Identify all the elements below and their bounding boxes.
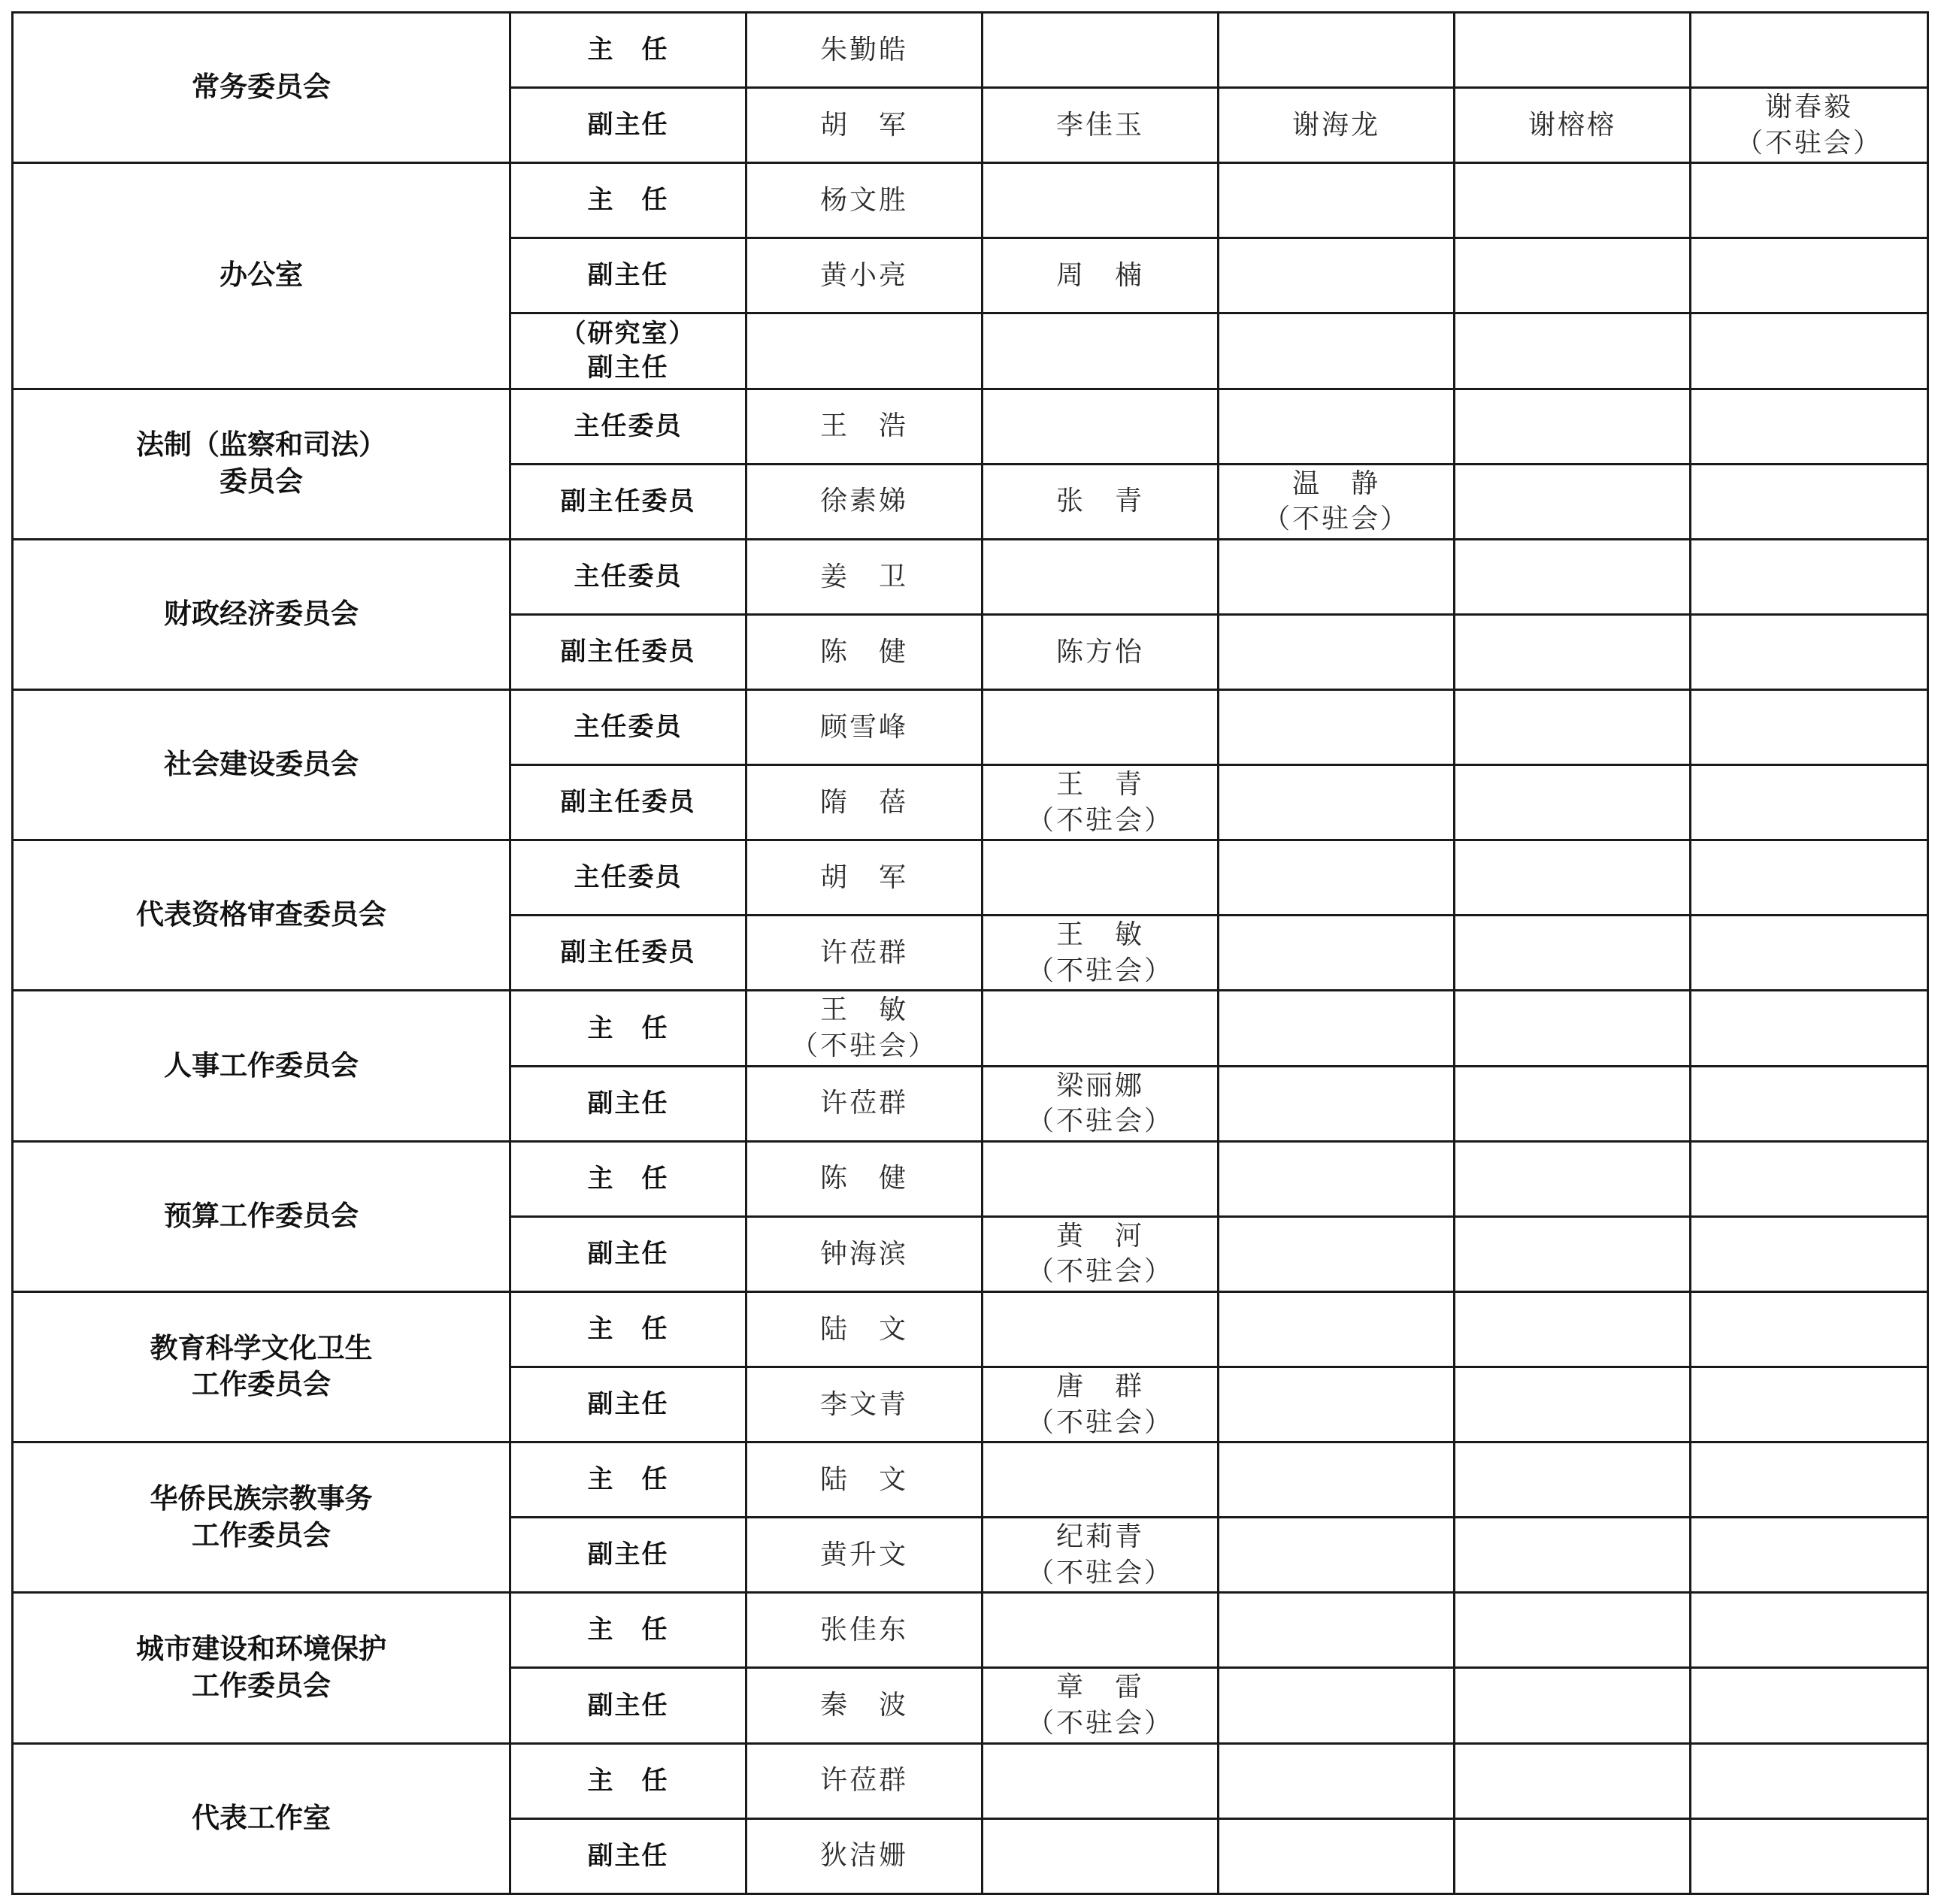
member-name: 姜 卫	[819, 561, 908, 592]
member-name: 李文青	[819, 1388, 908, 1420]
committee-name-cell	[13, 389, 510, 539]
member-cell	[746, 88, 983, 163]
member-cell	[1455, 1593, 1691, 1668]
member-name: 谢海龙	[1291, 109, 1380, 141]
member-cell	[983, 389, 1219, 464]
member-cell	[1691, 539, 1928, 614]
member-cell	[983, 614, 1219, 689]
member-cell	[983, 1743, 1219, 1818]
member-name: 陆 文	[819, 1313, 908, 1345]
committee-name: 教育科学文化卫生 工作委员会	[150, 1331, 373, 1401]
member-cell	[1455, 991, 1691, 1066]
member-name: 许莅群	[819, 937, 908, 969]
table-row	[13, 1743, 1928, 1818]
member-cell	[1691, 389, 1928, 464]
committee-name: 华侨民族宗教事务 工作委员会	[150, 1482, 373, 1551]
member-cell	[746, 313, 983, 389]
member-name: 章 雷 （不驻会）	[1026, 1672, 1173, 1739]
role-cell	[510, 313, 746, 389]
committee-name-cell	[13, 13, 510, 163]
committee-name-cell	[13, 991, 510, 1141]
member-cell	[1691, 163, 1928, 238]
role-title: 副主任	[587, 1389, 669, 1420]
member-cell	[1455, 13, 1691, 88]
member-cell	[746, 1668, 983, 1743]
committee-name-cell	[13, 1141, 510, 1291]
role-title: 主 任	[587, 1163, 669, 1194]
member-cell	[1691, 1743, 1928, 1818]
member-cell	[746, 163, 983, 238]
member-name: 张 青	[1055, 486, 1144, 517]
role-cell	[510, 1066, 746, 1141]
member-cell	[983, 313, 1219, 389]
member-cell	[746, 1743, 983, 1818]
member-cell	[1219, 1291, 1455, 1367]
member-cell	[983, 539, 1219, 614]
member-cell	[983, 13, 1219, 88]
member-cell	[983, 1367, 1219, 1442]
member-cell	[1691, 1518, 1928, 1593]
member-cell	[1691, 1818, 1928, 1893]
member-name: 张佳东	[819, 1615, 908, 1646]
member-cell	[746, 1442, 983, 1518]
member-cell	[983, 1291, 1219, 1367]
member-cell	[1691, 1442, 1928, 1518]
member-cell	[1219, 614, 1455, 689]
member-cell	[1691, 991, 1928, 1066]
member-cell	[746, 991, 983, 1066]
member-cell	[1455, 539, 1691, 614]
member-cell	[1219, 1818, 1455, 1893]
role-title: 主 任	[587, 185, 669, 216]
member-cell	[983, 1668, 1219, 1743]
member-cell	[1219, 464, 1455, 539]
member-cell	[983, 765, 1219, 840]
member-cell	[746, 840, 983, 916]
member-cell	[1219, 88, 1455, 163]
member-cell	[1455, 840, 1691, 916]
role-cell	[510, 916, 746, 991]
committee-name: 代表资格审查委员会	[136, 898, 386, 931]
member-name: 王 浩	[819, 410, 908, 442]
role-cell	[510, 991, 746, 1066]
member-name: 狄洁姗	[819, 1840, 908, 1872]
member-cell	[746, 539, 983, 614]
member-cell	[1219, 163, 1455, 238]
member-cell	[1455, 1216, 1691, 1291]
member-cell	[983, 1442, 1219, 1518]
role-cell	[510, 13, 746, 88]
committee-name: 办公室	[220, 259, 303, 292]
member-cell	[1455, 1743, 1691, 1818]
table-row	[13, 1291, 1928, 1367]
member-name: 胡 军	[819, 862, 908, 893]
member-cell	[746, 389, 983, 464]
member-cell	[1455, 1066, 1691, 1141]
member-name: 顾雪峰	[819, 711, 908, 743]
member-cell	[1455, 765, 1691, 840]
member-name: 杨文胜	[819, 185, 908, 216]
table-row	[13, 991, 1928, 1066]
member-cell	[746, 238, 983, 313]
role-title: 主 任	[587, 35, 669, 65]
member-cell	[1219, 1367, 1455, 1442]
member-cell	[1455, 916, 1691, 991]
member-name: 徐素娣	[819, 486, 908, 517]
member-cell	[1455, 689, 1691, 764]
member-cell	[983, 1818, 1219, 1893]
role-cell	[510, 1216, 746, 1291]
member-cell	[1219, 1593, 1455, 1668]
member-cell	[983, 840, 1219, 916]
member-name: 陆 文	[819, 1464, 908, 1495]
table-row	[13, 1593, 1928, 1668]
role-title: 副主任	[587, 1088, 669, 1118]
member-name: 谢榕榕	[1528, 109, 1616, 141]
table-row	[13, 689, 1928, 764]
committee-name-cell	[13, 163, 510, 389]
role-cell	[510, 1518, 746, 1593]
member-cell	[983, 1216, 1219, 1291]
member-name: 许莅群	[819, 1765, 908, 1797]
member-cell	[1691, 238, 1928, 313]
role-title: 副主任	[587, 110, 669, 141]
role-title: 副主任委员	[560, 787, 696, 818]
member-name: 陈 健	[819, 636, 908, 667]
member-cell	[746, 689, 983, 764]
committee-name-cell	[13, 1291, 510, 1442]
table-row	[13, 13, 1928, 88]
member-cell	[1691, 1291, 1928, 1367]
member-cell	[983, 88, 1219, 163]
role-title: 副主任	[587, 1238, 669, 1269]
member-cell	[1691, 1066, 1928, 1141]
role-cell	[510, 1743, 746, 1818]
member-cell	[1455, 1141, 1691, 1216]
role-title: 副主任	[587, 1840, 669, 1871]
member-name: 秦 波	[819, 1690, 908, 1721]
member-cell	[1219, 765, 1455, 840]
member-cell	[1455, 464, 1691, 539]
member-name: 许莅群	[819, 1088, 908, 1119]
member-cell	[1691, 13, 1928, 88]
committee-name-cell	[13, 539, 510, 689]
member-cell	[746, 1593, 983, 1668]
member-cell	[1691, 313, 1928, 389]
member-cell	[1219, 1066, 1455, 1141]
member-cell	[1691, 916, 1928, 991]
member-name: 钟海滨	[819, 1238, 908, 1270]
member-cell	[1219, 238, 1455, 313]
committee-name-cell	[13, 1593, 510, 1743]
member-cell	[1219, 916, 1455, 991]
role-title: （研究室） 副主任	[560, 319, 696, 383]
role-title: 主任委员	[574, 410, 683, 441]
member-cell	[1455, 1668, 1691, 1743]
role-cell	[510, 765, 746, 840]
member-cell	[1219, 1518, 1455, 1593]
roster-body	[13, 13, 1928, 1894]
role-cell	[510, 163, 746, 238]
table-row	[13, 539, 1928, 614]
member-cell	[983, 916, 1219, 991]
role-cell	[510, 389, 746, 464]
member-cell	[746, 1818, 983, 1893]
member-name: 黄升文	[819, 1539, 908, 1570]
committee-name-cell	[13, 689, 510, 840]
member-cell	[746, 1066, 983, 1141]
role-cell	[510, 1668, 746, 1743]
member-cell	[1691, 1216, 1928, 1291]
table-row	[13, 1141, 1928, 1216]
role-cell	[510, 539, 746, 614]
role-title: 主 任	[587, 1615, 669, 1645]
role-title: 主任委员	[574, 862, 683, 893]
member-cell	[746, 13, 983, 88]
member-cell	[1691, 765, 1928, 840]
member-cell	[983, 163, 1219, 238]
committee-name: 人事工作委员会	[164, 1049, 359, 1082]
member-cell	[1455, 614, 1691, 689]
member-cell	[1219, 1141, 1455, 1216]
member-cell	[1691, 614, 1928, 689]
member-name: 陈 健	[819, 1163, 908, 1194]
role-title: 主 任	[587, 1013, 669, 1043]
member-cell	[1691, 1593, 1928, 1668]
member-cell	[1219, 13, 1455, 88]
member-name: 陈方怡	[1055, 636, 1144, 667]
role-title: 主 任	[587, 1313, 669, 1344]
member-cell	[983, 1518, 1219, 1593]
member-cell	[1691, 88, 1928, 163]
member-name: 王 敏 （不驻会）	[790, 994, 937, 1061]
committee-name: 常务委员会	[192, 71, 331, 104]
committee-name: 预算工作委员会	[164, 1199, 359, 1232]
member-cell	[983, 1066, 1219, 1141]
member-name: 朱勤皓	[819, 34, 908, 65]
committee-name-cell	[13, 840, 510, 991]
member-cell	[746, 765, 983, 840]
member-name: 纪莉青 （不驻会）	[1026, 1521, 1173, 1588]
member-cell	[746, 916, 983, 991]
member-cell	[1219, 991, 1455, 1066]
member-cell	[983, 238, 1219, 313]
member-cell	[1455, 389, 1691, 464]
member-cell	[746, 1518, 983, 1593]
member-cell	[1455, 1518, 1691, 1593]
member-name: 唐 群 （不驻会）	[1026, 1371, 1173, 1438]
role-cell	[510, 464, 746, 539]
member-name: 黄 河 （不驻会）	[1026, 1220, 1173, 1288]
member-cell	[1219, 689, 1455, 764]
member-name: 梁丽娜 （不驻会）	[1026, 1070, 1173, 1137]
member-name: 周 楠	[1055, 260, 1144, 292]
member-name: 王 青 （不驻会）	[1026, 769, 1173, 836]
role-title: 主 任	[587, 1464, 669, 1495]
member-cell	[983, 464, 1219, 539]
role-title: 主任委员	[574, 561, 683, 592]
role-cell	[510, 1818, 746, 1893]
committee-name: 财政经济委员会	[164, 597, 359, 630]
member-cell	[1691, 689, 1928, 764]
member-cell	[1455, 1442, 1691, 1518]
member-cell	[1691, 1367, 1928, 1442]
member-cell	[1691, 1141, 1928, 1216]
member-cell	[1455, 88, 1691, 163]
table-row	[13, 389, 1928, 464]
member-cell	[746, 614, 983, 689]
member-name: 温 静 （不驻会）	[1262, 468, 1410, 535]
member-cell	[1455, 1291, 1691, 1367]
committee-name: 代表工作室	[192, 1801, 331, 1834]
role-cell	[510, 614, 746, 689]
role-cell	[510, 1442, 746, 1518]
role-title: 副主任委员	[560, 636, 696, 667]
role-cell	[510, 1367, 746, 1442]
role-title: 副主任	[587, 1690, 669, 1721]
role-cell	[510, 1593, 746, 1668]
table-row	[13, 1442, 1928, 1518]
member-name: 胡 军	[819, 109, 908, 141]
member-cell	[1455, 1818, 1691, 1893]
member-cell	[1691, 464, 1928, 539]
member-cell	[746, 1291, 983, 1367]
committee-name-cell	[13, 1442, 510, 1593]
member-cell	[746, 1216, 983, 1291]
member-cell	[1219, 1668, 1455, 1743]
role-title: 主 任	[587, 1765, 669, 1796]
role-cell	[510, 88, 746, 163]
member-name: 李佳玉	[1055, 109, 1144, 141]
role-title: 副主任委员	[560, 486, 696, 516]
member-cell	[1691, 840, 1928, 916]
member-cell	[1219, 1743, 1455, 1818]
role-cell	[510, 840, 746, 916]
member-cell	[983, 1593, 1219, 1668]
member-cell	[1219, 313, 1455, 389]
member-cell	[1455, 313, 1691, 389]
role-title: 主任委员	[574, 712, 683, 743]
member-name: 隋 蓓	[819, 786, 908, 818]
role-cell	[510, 1291, 746, 1367]
role-title: 副主任	[587, 1539, 669, 1570]
member-cell	[1219, 840, 1455, 916]
role-title: 副主任	[587, 260, 669, 291]
role-cell	[510, 1141, 746, 1216]
member-cell	[1219, 539, 1455, 614]
member-cell	[746, 1141, 983, 1216]
member-cell	[746, 1367, 983, 1442]
member-name: 王 敏 （不驻会）	[1026, 919, 1173, 986]
member-name: 黄小亮	[819, 260, 908, 292]
role-cell	[510, 689, 746, 764]
role-title: 副主任委员	[560, 937, 696, 968]
member-cell	[1455, 238, 1691, 313]
role-cell	[510, 238, 746, 313]
member-cell	[746, 464, 983, 539]
member-cell	[1219, 1216, 1455, 1291]
committee-name-cell	[13, 1743, 510, 1893]
committee-name: 城市建设和环境保护 工作委员会	[136, 1633, 386, 1702]
committee-name: 法制（监察和司法） 委员会	[136, 428, 386, 498]
member-cell	[1455, 163, 1691, 238]
member-cell	[1455, 1367, 1691, 1442]
member-cell	[983, 689, 1219, 764]
table-row	[13, 163, 1928, 238]
member-cell	[1219, 389, 1455, 464]
member-cell	[1691, 1668, 1928, 1743]
member-cell	[983, 1141, 1219, 1216]
member-cell	[983, 991, 1219, 1066]
member-cell	[1219, 1442, 1455, 1518]
member-name: 谢春毅 （不驻会）	[1735, 92, 1882, 159]
table-row	[13, 840, 1928, 916]
committee-name: 社会建设委员会	[164, 748, 359, 781]
committee-roster-table	[11, 11, 1929, 1895]
